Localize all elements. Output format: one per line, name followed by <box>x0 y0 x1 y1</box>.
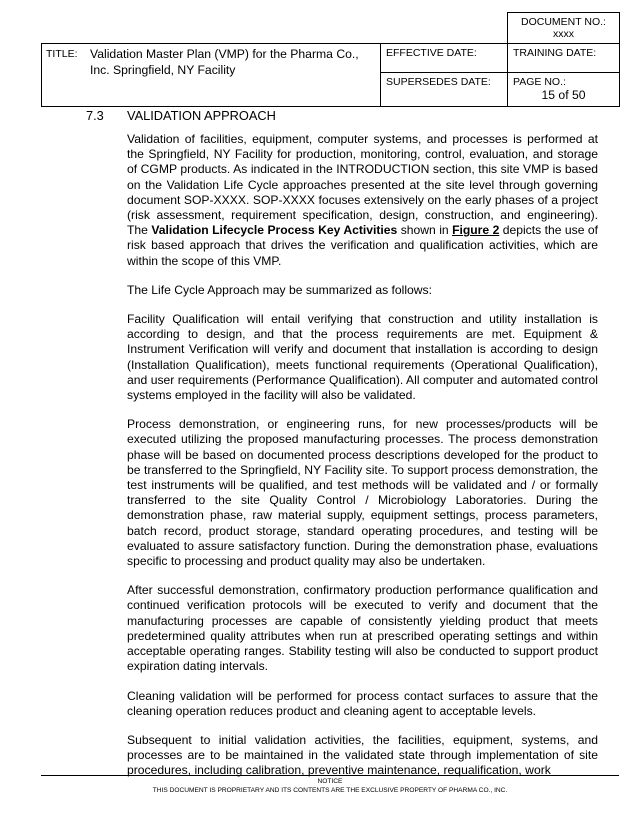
effective-date-cell <box>381 44 508 73</box>
section-number: 7.3 <box>86 108 104 123</box>
page-no-label: PAGE NO.: <box>513 76 566 88</box>
title-label: TITLE: <box>46 48 78 60</box>
paragraph-lifecycle-intro: The Life Cycle Approach may be summarized as follows: <box>127 282 432 297</box>
paragraph-cleaning-validation: Cleaning validation will be performed for process contact surfaces to assure that the cleaning operation reduces product and cleaning agent to acceptable levels. <box>127 688 598 718</box>
document-body <box>86 108 598 779</box>
page-no-cell <box>508 73 620 107</box>
paragraph-performance-qualification: After successful demonstration, confirmatory production performance qualification and continued verification protocols will be executed to verify and document that the manufacturing processes are capable of consistently yielding product that meets predetermined quality attributes when run at prescribed operating settings and within acceptable operating ranges. Stability testing will also be conducted to support product expiration dating intervals. <box>127 583 598 674</box>
section-title: VALIDATION APPROACH <box>127 108 276 123</box>
supersedes-date-cell <box>381 73 508 107</box>
document-title: Validation Master Plan (VMP) for the Pharma Co., Inc. Springfield, NY Facility <box>90 47 359 77</box>
bold-phrase: Validation Lifecycle Process Key Activities <box>151 223 398 238</box>
training-date-label: TRAINING DATE: <box>513 47 597 59</box>
footer-notice <box>41 775 619 795</box>
paragraph-maintenance: Subsequent to initial validation activities, the facilities, equipment, systems, and processes are to be maintained in the validated state through implementation of site procedures, including calibration, preventive maintenance, requalification, work <box>127 732 598 778</box>
section-heading <box>86 108 598 123</box>
doc-no-label: DOCUMENT NO.: <box>521 16 606 28</box>
paragraph-facility-qualification: Facility Qualification will entail verifying that construction and utility installation is according to design, and that the process requirements are met. Equipment & Instrument Verification will verify and document that installation is according to design (Installation Qualification), meets functional requirements (Operational Qualification), and user requirements (Performance Qualification). All computer and automated control systems employed in the facility will also be validated. <box>127 312 598 403</box>
notice-label: NOTICE <box>317 778 343 785</box>
training-date-cell <box>508 44 620 73</box>
doc-no-cell <box>508 13 620 44</box>
paragraph-validation-overview: Validation of facilities, equipment, computer systems, and processes is performed at the Springfield, NY Facility for production, monitoring, control, evaluation, and storage of CGMP products. As indicated in the INTRODUCTION section, this site VMP is based on the Validation Life Cycle approaches presented at the site level through governing document SOP-XXXX. SOP-XXXX focuses extensively on the early phases of a project (risk assessment, requirement specification, design, construction, and engineering). The Validation Lifecycle Process Key Activities shown in Figure 2 depicts the use of risk based approach that drives the verification and qualification activities, which are within the scope of this VMP. <box>127 132 598 268</box>
doc-no-value: xxxx <box>553 28 574 40</box>
supersedes-date-label: SUPERSEDES DATE: <box>386 76 491 88</box>
title-cell <box>42 44 381 107</box>
document-header <box>41 12 620 107</box>
figure-reference: Figure 2 <box>452 223 500 238</box>
paragraph-process-demonstration: Process demonstration, or engineering runs, for new processes/products will be executed utilizing the proposed manufacturing processes. The process demonstration phase will be based on documented process descriptions developed for the product to be transferred to the Springfield, NY Facility site. To support process demonstration, the test instruments will be qualified, and test methods will be validated and / or formally transferred to the site Quality Control / Microbiology Laboratories. During the demonstration phase, raw material supply, equipment settings, process parameters, batch record, product storage, standard operating procedures, and testing will be evaluated to assure satisfactory function. During the demonstration phase, evaluations specific to processing and product quality may also be undertaken. <box>127 417 598 569</box>
notice-text: THIS DOCUMENT IS PROPRIETARY AND ITS CONTENTS ARE THE EXCLUSIVE PROPERTY OF PHARMA CO., INC. <box>152 787 508 794</box>
effective-date-label: EFFECTIVE DATE: <box>386 47 477 59</box>
page-no-value: 15 of 50 <box>541 88 586 102</box>
